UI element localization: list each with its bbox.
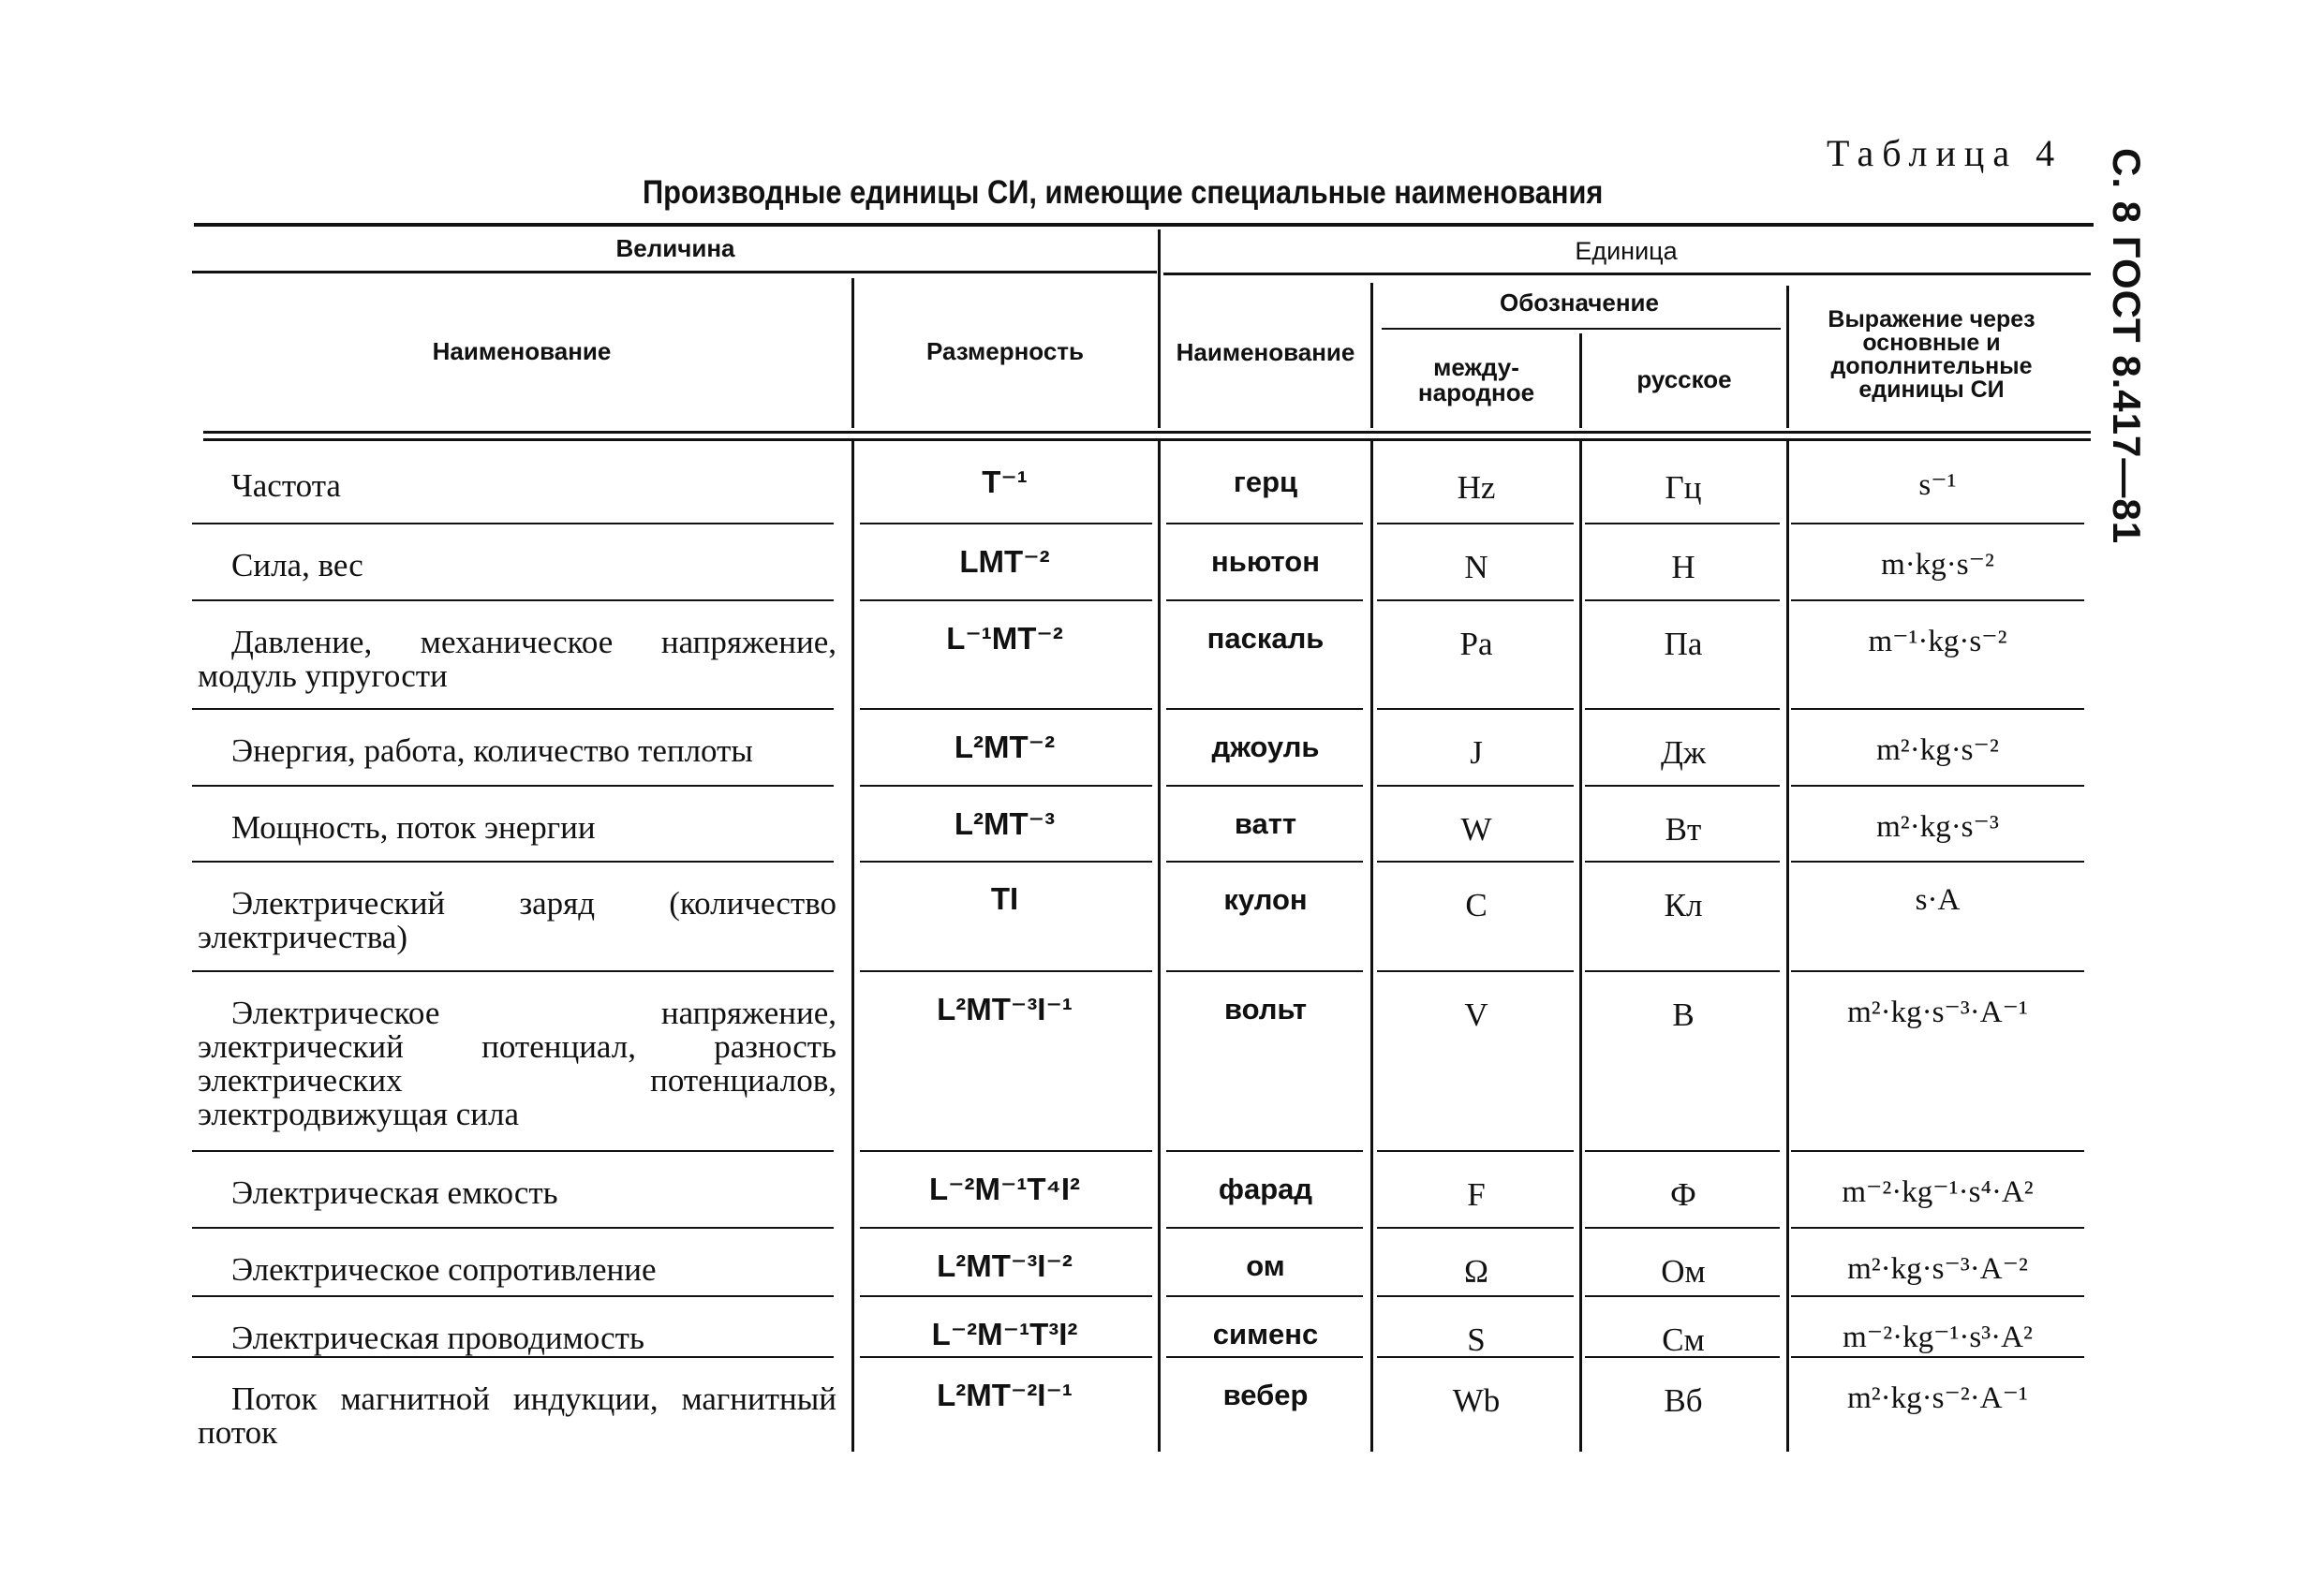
row-separator [860,708,1152,710]
header-international: между- народное [1417,352,1535,406]
row-separator [1166,1150,1363,1152]
unit-expression: m²·kg·s⁻³ [1876,810,1999,844]
row-separator [1166,861,1363,863]
row-separator [1377,1150,1574,1152]
row-separator [1166,1227,1363,1229]
unit-expression: m²·kg·s⁻³·A⁻¹ [1847,996,2028,1029]
row-separator [192,970,834,972]
row-separator [192,523,834,524]
unit-russian-symbol: См [1662,1321,1705,1358]
row-separator [192,861,834,863]
row-separator [1585,970,1780,972]
row-separator [860,1227,1152,1229]
unit-international-symbol: S [1467,1321,1486,1358]
row-separator [1791,1356,2084,1358]
row-separator [192,1227,834,1229]
row-separator [1585,708,1780,710]
unit-russian-symbol: Ом [1661,1253,1706,1290]
unit-expression: m⁻²·kg⁻¹·s³·A² [1843,1321,2033,1354]
row-separator [192,708,834,710]
unit-international-symbol: Wb [1452,1382,1501,1419]
unit-expression: s·A [1915,883,1961,917]
unit-name: вебер [1222,1379,1309,1411]
dimension: L²MT⁻³ [954,806,1056,841]
quantity-name: Поток магнитной индукции, магнитный поток [198,1380,836,1451]
unit-international-symbol: Pa [1459,626,1493,662]
unit-russian-symbol: Гц [1665,469,1702,506]
unit-expression: m·kg·s⁻² [1881,548,1994,582]
row-separator [1166,523,1363,524]
dimension: L⁻²M⁻¹T³I² [931,1317,1078,1351]
page-side-header: С. 8 ГОСТ 8.417—81 [2105,148,2149,545]
unit-group-rule [1163,273,2091,275]
row-separator [1585,785,1780,787]
body-vrule-unitname-intl [1370,440,1373,1452]
row-separator [1377,708,1574,710]
unit-expression: s⁻¹ [1918,468,1957,502]
row-separator [1585,861,1780,863]
unit-expression: m²·kg·s⁻³·A⁻² [1847,1252,2028,1286]
row-separator [192,599,834,601]
row-separator [1166,708,1363,710]
quantity-name: Электрическая проводимость [231,1320,644,1356]
unit-russian-symbol: Дж [1660,734,1707,771]
row-separator [1377,970,1574,972]
row-separator [860,1356,1152,1358]
row-separator [192,785,834,787]
unit-expression: m⁻¹·kg·s⁻² [1868,625,2007,658]
unit-russian-symbol: Па [1664,626,1703,662]
row-separator [860,599,1152,601]
table-number: Таблица 4 [1827,132,2064,174]
body-vrule-rus-expr [1786,440,1789,1452]
unit-name: сименс [1212,1318,1319,1350]
unit-russian-symbol: Вб [1664,1382,1703,1419]
dimension: TI [990,881,1019,916]
row-separator [1166,785,1363,787]
unit-international-symbol: F [1467,1176,1486,1213]
quantity-name: Электрический заряд (количество электричества) [198,885,836,955]
unit-name: ньютон [1211,545,1320,578]
row-separator [1791,970,2084,972]
dimension: L²MT⁻² [954,730,1056,764]
row-separator [1377,1295,1574,1297]
row-separator [192,1150,834,1152]
row-separator [1166,970,1363,972]
table-top-rule [194,223,2094,227]
unit-international-symbol: W [1460,811,1492,848]
row-separator [1585,599,1780,601]
row-separator [1585,1227,1780,1229]
unit-name: кулон [1223,883,1308,916]
unit-name: вольт [1223,993,1308,1026]
row-separator [1791,1150,2084,1152]
unit-name: ватт [1234,807,1297,840]
row-separator [1791,599,2084,601]
row-separator [860,785,1152,787]
row-separator [1377,523,1574,524]
row-separator [1585,523,1780,524]
dimension: L⁻¹MT⁻² [946,621,1063,656]
unit-name: ом [1246,1249,1285,1282]
unit-international-symbol: V [1464,996,1488,1033]
row-separator [1166,599,1363,601]
row-separator [1166,1295,1363,1297]
quantity-name: Частота [231,467,341,504]
header-bottom-rule-1 [203,431,2091,434]
dimension: LMT⁻² [959,544,1050,579]
unit-russian-symbol: В [1672,996,1695,1033]
header-bottom-rule-2 [203,438,2091,441]
quantity-name: Электрическое напряжение, электрический потенциал, разность электрических потенциалов, электродвижущая сила [198,995,836,1132]
dimension: L²MT⁻³I⁻¹ [937,992,1073,1026]
header-quantity-name: Наименование [432,337,612,366]
row-separator [1585,1295,1780,1297]
unit-international-symbol: Hz [1457,469,1496,506]
quantity-name: Электрическая емкость [231,1174,558,1211]
unit-expression: m²·kg·s⁻²·A⁻¹ [1847,1381,2028,1415]
designation-group-rule [1382,328,1781,330]
row-separator [1377,785,1574,787]
unit-expression: m⁻²·kg⁻¹·s⁴·A² [1842,1175,2034,1209]
row-separator [1791,523,2084,524]
quantity-name: Электрическое сопротивление [231,1251,657,1288]
row-separator [192,1356,834,1358]
unit-name: герц [1233,465,1298,498]
quantity-group-rule [192,271,1157,273]
unit-russian-symbol: Вт [1665,811,1702,848]
dimension: L⁻²M⁻¹T⁴I² [928,1172,1081,1206]
header-unit-group: Единица [1575,236,1678,265]
unit-name: джоуль [1211,731,1320,763]
dimension: L²MT⁻²I⁻¹ [937,1378,1073,1412]
dimension: T⁻¹ [982,465,1028,499]
row-separator [860,970,1152,972]
body-vrule-quantity-unit [1158,440,1161,1452]
row-separator [1791,1295,2084,1297]
body-vrule-name-dim [851,440,854,1452]
header-expression: Выражение через основные и дополнительные единицы СИ [1828,306,2035,403]
row-separator [1791,708,2084,710]
unit-russian-symbol: Ф [1670,1176,1696,1213]
unit-russian-symbol: Н [1671,549,1695,585]
row-separator [1791,1227,2084,1229]
unit-expression: m²·kg·s⁻² [1876,733,1999,767]
unit-name: фарад [1218,1173,1313,1205]
row-separator [1377,599,1574,601]
quantity-name: Сила, вес [231,547,363,583]
quantity-name: Энергия, работа, количество теплоты [231,732,753,769]
dimension: L²MT⁻³I⁻² [937,1248,1073,1283]
row-separator [1377,1227,1574,1229]
row-separator [860,1150,1152,1152]
row-separator [860,523,1152,524]
unit-international-symbol: N [1464,549,1488,585]
header-dimension: Размерность [925,337,1085,366]
header-vrule-designation-expr [1786,286,1789,428]
row-separator [1791,861,2084,863]
row-separator [860,861,1152,863]
row-separator [1166,1356,1363,1358]
unit-name: паскаль [1206,622,1325,655]
unit-international-symbol: J [1470,734,1483,771]
quantity-name: Мощность, поток энергии [231,809,596,846]
header-russian: русское [1636,365,1732,394]
table-title: Производные единицы СИ, имеющие специальные наименования [643,174,1604,211]
row-separator [192,1295,834,1297]
header-unit-name: Наименование [1176,338,1355,367]
header-quantity-group: Величина [615,234,735,263]
body-vrule-intl-rus [1579,440,1582,1452]
row-separator [860,1295,1152,1297]
row-separator [1585,1150,1780,1152]
quantity-name: Давление, механическое напряжение, модуль упругости [198,624,836,694]
unit-international-symbol: Ω [1463,1253,1488,1290]
row-separator [1377,861,1574,863]
header-designation-group: Обозначение [1500,288,1659,317]
unit-international-symbol: C [1465,887,1488,923]
row-separator [1791,785,2084,787]
unit-russian-symbol: Кл [1664,887,1703,923]
